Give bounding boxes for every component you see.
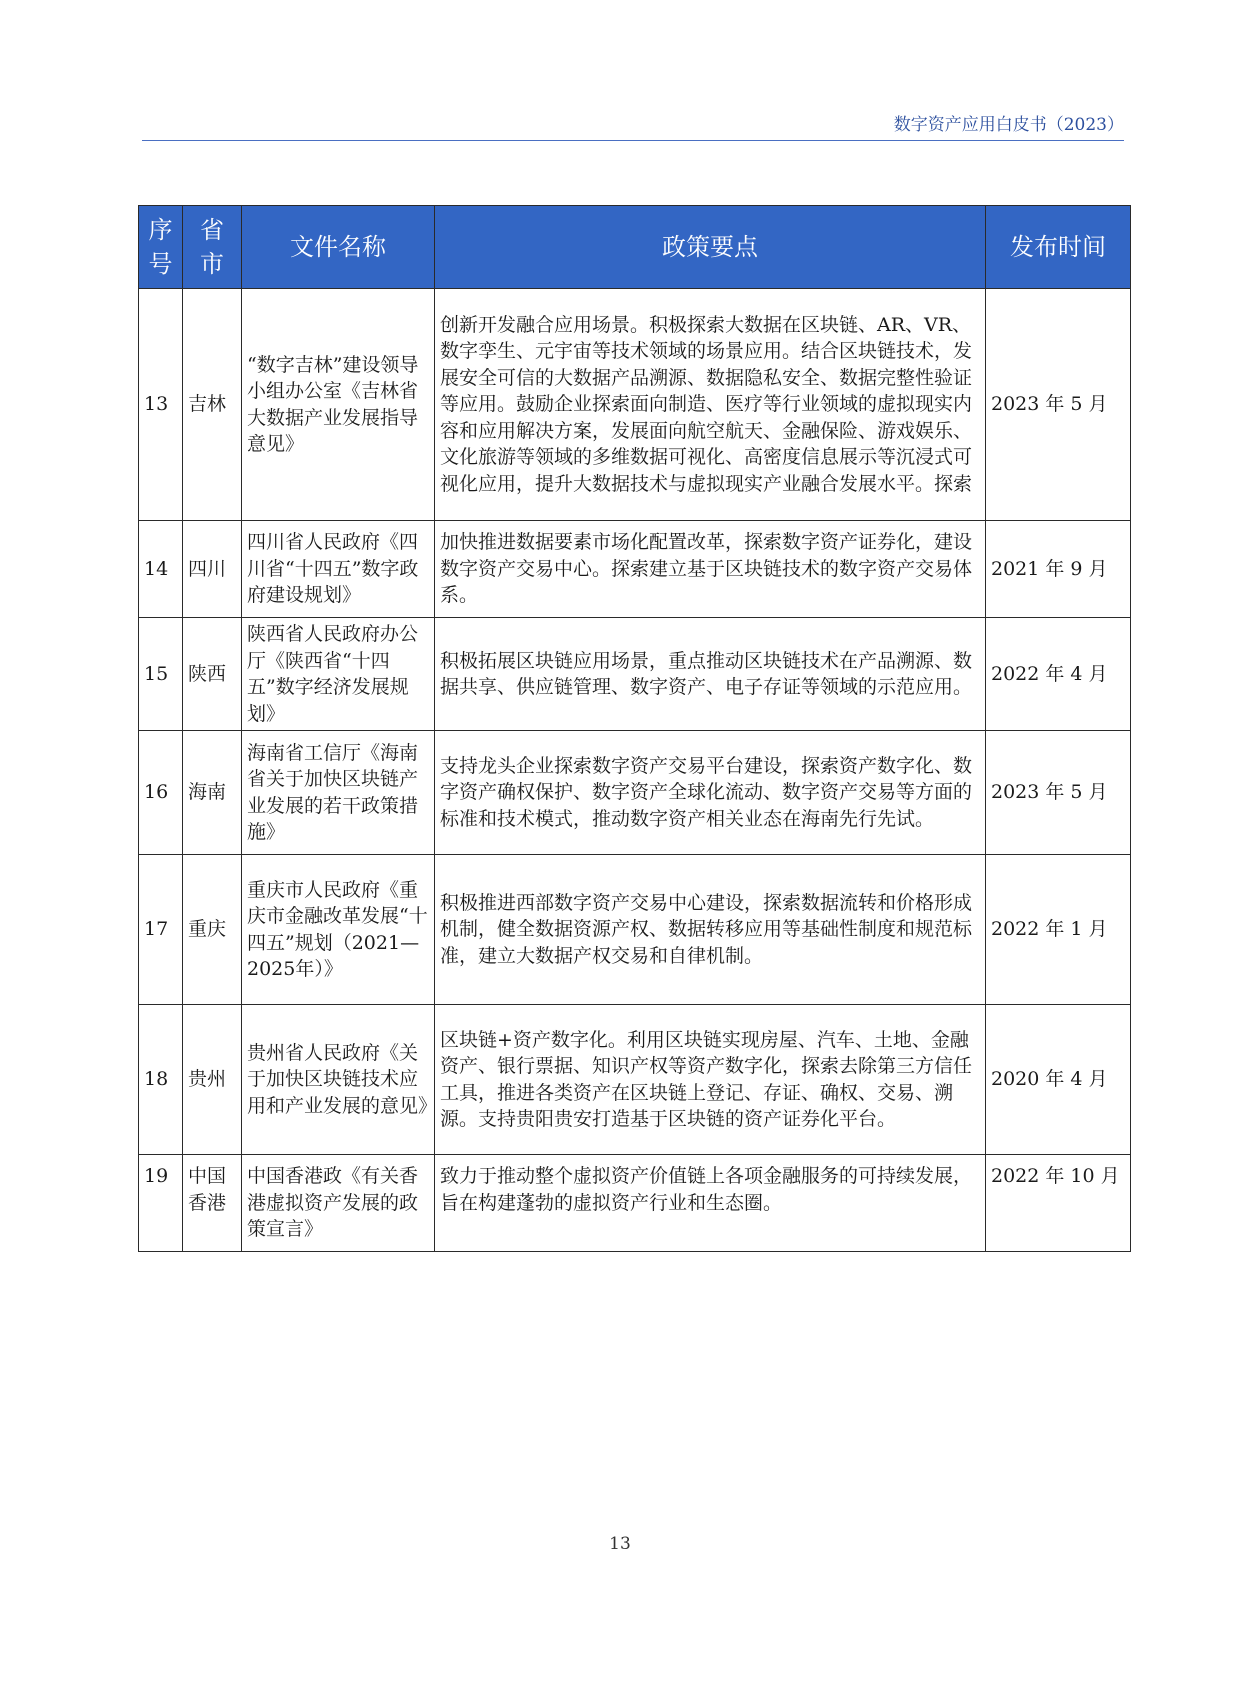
header-divider [142, 140, 1124, 141]
column-header-document: 文件名称 [242, 206, 435, 289]
row-document: 重庆市人民政府《重庆市金融改革发展“十四五”规划（2021—2025年）》 [242, 855, 435, 1005]
row-number: 19 [139, 1155, 183, 1252]
row-date: 2021 年 9 月 [986, 521, 1131, 618]
row-province: 陕西 [183, 618, 242, 731]
row-policy: 支持龙头企业探索数字资产交易平台建设，探索资产数字化、数字资产确权保护、数字资产全球化流动、数字资产交易等方面的标准和技术模式，推动数字资产相关业态在海南先行先试。 [435, 731, 986, 855]
document-header-title: 数字资产应用白皮书（2023） [893, 115, 1124, 135]
row-province: 中国香港 [183, 1155, 242, 1252]
row-province: 重庆 [183, 855, 242, 1005]
row-number: 18 [139, 1005, 183, 1155]
row-policy: 积极拓展区块链应用场景，重点推动区块链技术在产品溯源、数据共享、供应链管理、数字资产、电子存证等领域的示范应用。 [435, 618, 986, 731]
row-province: 贵州 [183, 1005, 242, 1155]
row-document: 中国香港政《有关香港虚拟资产发展的政策宣言》 [242, 1155, 435, 1252]
row-date: 2023 年 5 月 [986, 731, 1131, 855]
row-document: 贵州省人民政府《关于加快区块链技术应用和产业发展的意见》 [242, 1005, 435, 1155]
row-policy: 创新开发融合应用场景。积极探索大数据在区块链、AR、VR、数字孪生、元宇宙等技术领域的场景应用。结合区块链技术，发展安全可信的大数据产品溯源、数据隐私安全、数据完整性验证等应用。鼓励企业探索面向制造、医疗等行业领域的虚拟现实内容和应用解决方案，发展面向航空航天、金融保险、游戏娱乐、文化旅游等领域的多维数据可视化、高密度信息展示等沉浸式可视化应用，提升大数据技术与虚拟现实产业融合发展水平。探索 [435, 289, 986, 521]
row-date: 2020 年 4 月 [986, 1005, 1131, 1155]
table-row [139, 289, 1131, 521]
table-row [139, 618, 1131, 731]
row-number: 17 [139, 855, 183, 1005]
row-policy: 区块链+资产数字化。利用区块链实现房屋、汽车、土地、金融资产、银行票据、知识产权等资产数字化，探索去除第三方信任工具，推进各类资产在区块链上登记、存证、确权、交易、溯源。支持贵阳贵安打造基于区块链的资产证券化平台。 [435, 1005, 986, 1155]
row-date: 2022 年 10 月 [986, 1155, 1131, 1252]
row-document: 四川省人民政府《四川省“十四五”数字政府建设规划》 [242, 521, 435, 618]
policy-table [138, 205, 1131, 1252]
page-number: 13 [609, 1534, 631, 1554]
row-province: 海南 [183, 731, 242, 855]
row-province: 吉林 [183, 289, 242, 521]
table-row [139, 1005, 1131, 1155]
row-document: 海南省工信厅《海南省关于加快区块链产业发展的若干政策措施》 [242, 731, 435, 855]
table-row [139, 731, 1131, 855]
column-header-province: 省市 [183, 206, 242, 289]
row-number: 13 [139, 289, 183, 521]
column-header-policy: 政策要点 [435, 206, 986, 289]
column-header-date: 发布时间 [986, 206, 1131, 289]
row-date: 2022 年 4 月 [986, 618, 1131, 731]
row-document: 陕西省人民政府办公厅《陕西省“十四五”数字经济发展规划》 [242, 618, 435, 731]
row-number: 16 [139, 731, 183, 855]
row-document: “数字吉林”建设领导小组办公室《吉林省大数据产业发展指导意见》 [242, 289, 435, 521]
row-policy: 积极推进西部数字资产交易中心建设，探索数据流转和价格形成机制，健全数据资源产权、数据转移应用等基础性制度和规范标准，建立大数据产权交易和自律机制。 [435, 855, 986, 1005]
table-row [139, 1155, 1131, 1252]
row-policy: 致力于推动整个虚拟资产价值链上各项金融服务的可持续发展，旨在构建蓬勃的虚拟资产行业和生态圈。 [435, 1155, 986, 1252]
row-date: 2023 年 5 月 [986, 289, 1131, 521]
row-province: 四川 [183, 521, 242, 618]
column-header-no: 序号 [139, 206, 183, 289]
row-number: 14 [139, 521, 183, 618]
row-date: 2022 年 1 月 [986, 855, 1131, 1005]
table-header-row [139, 206, 1131, 289]
row-number: 15 [139, 618, 183, 731]
row-policy: 加快推进数据要素市场化配置改革，探索数字资产证券化，建设数字资产交易中心。探索建立基于区块链技术的数字资产交易体系。 [435, 521, 986, 618]
table-row [139, 855, 1131, 1005]
table-row [139, 521, 1131, 618]
